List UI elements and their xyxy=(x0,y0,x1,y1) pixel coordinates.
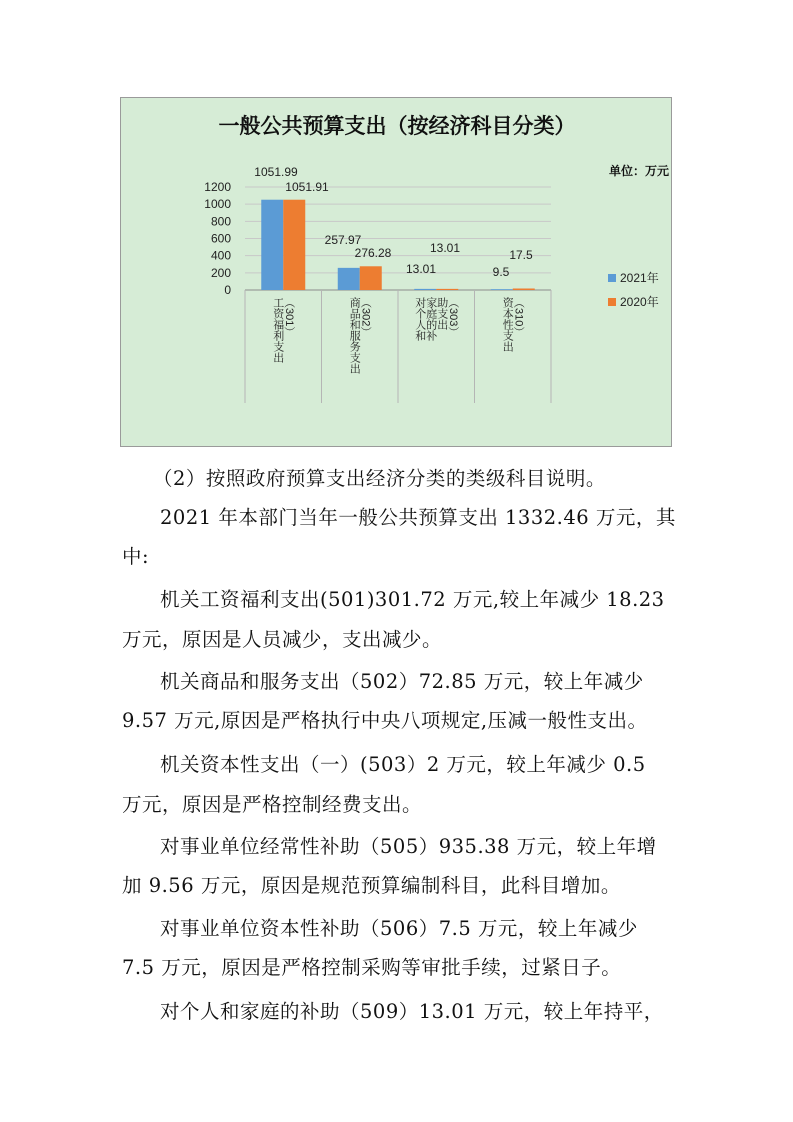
category-label: 商品和服务支出 xyxy=(348,297,361,374)
paragraph-6-line-2: 加 9.56 万元，原因是规范预算编制科目，此科目增加。 xyxy=(122,874,621,897)
y-tick-label: 1200 xyxy=(204,180,231,194)
legend-label: 2020年 xyxy=(620,295,659,309)
paragraph-7-line-1: 对事业单位资本性补助（506）7.5 万元，较上年减少 xyxy=(160,917,638,940)
y-tick-label: 800 xyxy=(210,214,231,229)
bar-2020 xyxy=(360,266,382,290)
y-tick-label: 0 xyxy=(224,283,231,297)
category-label: （302） xyxy=(359,297,372,338)
paragraph-2-line-1: 2021 年本部门当年一般公共预算支出 1332.46 万元，其 xyxy=(160,506,676,529)
chart-title: 一般公共预算支出（按经济科目分类） xyxy=(218,114,576,138)
unit-label: 单位：万元 xyxy=(608,164,669,178)
chart-canvas xyxy=(121,98,673,448)
paragraph-4-line-2: 9.57 万元,原因是严格执行中央八项规定,压减一般性支出。 xyxy=(122,709,648,732)
category-label: 工资福利支出 xyxy=(271,297,284,363)
paragraph-3-line-1: 机关工资福利支出(501)301.72 万元,较上年减少 18.23 xyxy=(160,588,665,611)
category-label: 家庭的补 xyxy=(424,297,437,341)
data-label: 9.5 xyxy=(492,265,510,279)
bar-2020 xyxy=(283,200,305,290)
paragraph-6-line-1: 对事业单位经常性补助（505）935.38 万元，较上年增 xyxy=(160,835,657,858)
paragraph-5-line-1: 机关资本性支出（一）(503）2 万元，较上年减少 0.5 xyxy=(160,753,646,776)
paragraph-4-line-1: 机关商品和服务支出（502）72.85 万元，较上年减少 xyxy=(160,670,644,693)
budget-chart xyxy=(120,97,672,447)
paragraph-8-line-1: 对个人和家庭的补助（509）13.01 万元，较上年持平， xyxy=(160,1000,664,1023)
y-tick-label: 600 xyxy=(210,231,231,246)
data-label: 257.97 xyxy=(324,233,362,247)
bar-2021 xyxy=(414,289,436,290)
bar-2020 xyxy=(436,289,458,290)
bar-2021 xyxy=(491,289,513,290)
bar-2021 xyxy=(261,200,283,290)
paragraph-3-line-2: 万元，原因是人员减少，支出减少。 xyxy=(122,628,443,651)
y-tick-label: 1000 xyxy=(204,197,231,212)
bar-2020 xyxy=(513,288,535,290)
data-label: 276.28 xyxy=(354,246,392,260)
category-label: 助支出 xyxy=(435,297,448,330)
category-label: 对个人和 xyxy=(413,297,426,341)
y-tick-label: 200 xyxy=(210,265,231,280)
paragraph-5-line-2: 万元，原因是严格控制经费支出。 xyxy=(122,793,423,816)
data-label: 17.5 xyxy=(509,248,533,262)
data-label: 13.01 xyxy=(429,241,461,255)
category-label: （303） xyxy=(446,297,459,338)
category-label: （310） xyxy=(512,297,525,338)
paragraph-7-line-2: 7.5 万元，原因是严格控制采购等审批手续，过紧日子。 xyxy=(122,956,622,979)
y-tick-label: 400 xyxy=(210,248,231,263)
data-label: 1051.99 xyxy=(254,165,298,179)
bar-2021 xyxy=(338,268,360,290)
legend-swatch xyxy=(608,298,616,306)
legend-swatch xyxy=(608,274,616,282)
paragraph-1: （2）按照政府预算支出经济分类的类级科目说明。 xyxy=(153,467,606,490)
data-label: 1051.91 xyxy=(285,180,329,194)
category-label: （301） xyxy=(282,297,295,338)
data-label: 13.01 xyxy=(405,262,437,276)
paragraph-2-line-2: 中: xyxy=(122,545,150,568)
category-label: 资本性支出 xyxy=(501,297,514,352)
legend-label: 2021年 xyxy=(620,271,659,285)
